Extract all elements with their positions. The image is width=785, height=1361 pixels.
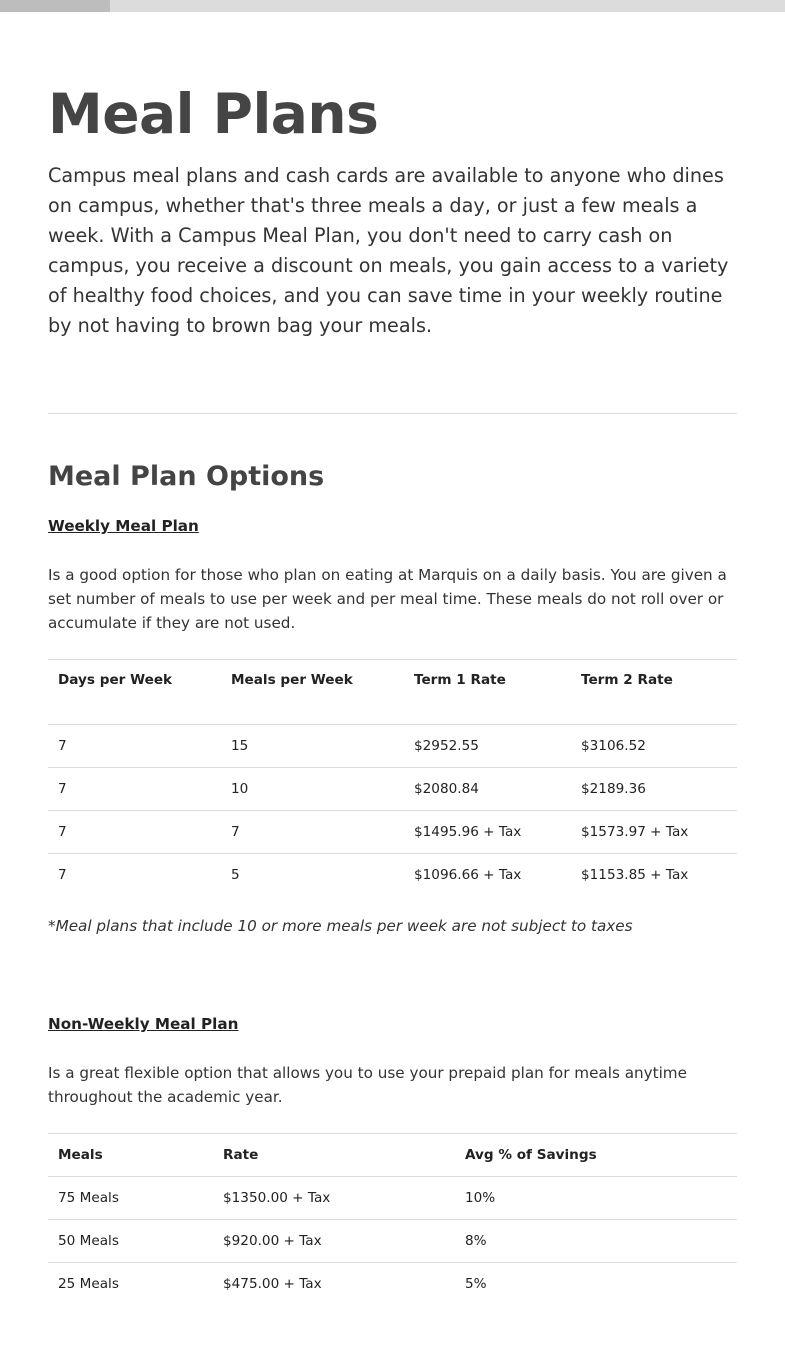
page-title: Meal Plans [48, 82, 379, 146]
section-divider [48, 413, 737, 414]
reading-progress-fill [0, 0, 110, 12]
table-cell: $3106.52 [571, 725, 737, 768]
column-header-term-1-rate: Term 1 Rate [404, 660, 571, 725]
table-cell: 7 [48, 811, 221, 854]
non-weekly-meal-plan-heading: Non-Weekly Meal Plan [48, 1015, 239, 1033]
table-cell: 10 [221, 768, 404, 811]
table-row [48, 725, 737, 768]
table-cell: 15 [221, 725, 404, 768]
table-cell: 7 [221, 811, 404, 854]
table-cell: 7 [48, 768, 221, 811]
table-row [48, 1263, 737, 1306]
table-cell: 75 Meals [48, 1177, 213, 1220]
table-row [48, 768, 737, 811]
column-header-rate: Rate [213, 1134, 455, 1177]
table-cell: $2080.84 [404, 768, 571, 811]
weekly-meal-plan-description: Is a good option for those who plan on eating at Marquis on a daily basis. You are given a set number of meals to use per week and per meal time. These meals do not roll over or accumulate if they are not used. [48, 566, 727, 632]
table-cell: $475.00 + Tax [213, 1263, 455, 1306]
column-header-term-2-rate: Term 2 Rate [571, 660, 737, 725]
column-header-meals-per-week: Meals per Week [221, 660, 404, 725]
column-header-avg-savings: Avg % of Savings [455, 1134, 737, 1177]
table-cell: $1495.96 + Tax [404, 811, 571, 854]
weekly-meal-plan-heading: Weekly Meal Plan [48, 517, 199, 535]
table-row [48, 1177, 737, 1220]
table-cell: 5 [221, 854, 404, 897]
weekly-meal-plan-table [48, 659, 737, 896]
reading-progress-bar [0, 0, 785, 12]
column-header-days-per-week: Days per Week [48, 660, 221, 725]
table-cell: $2189.36 [571, 768, 737, 811]
table-header-row [48, 660, 737, 725]
tax-footnote: *Meal plans that include 10 or more meals per week are not subject to taxes [48, 917, 633, 935]
table-cell: 8% [455, 1220, 737, 1263]
table-cell: 10% [455, 1177, 737, 1220]
table-cell: 7 [48, 854, 221, 897]
table-cell: $2952.55 [404, 725, 571, 768]
intro-paragraph: Campus meal plans and cash cards are available to anyone who dines on campus, whether that's three meals a day, or just a few meals a week. With a Campus Meal Plan, you don't need to carry cash on campus, you receive a discount on meals, you gain access to a variety of healthy food choices, and you can save time in your weekly routine by not having to brown bag your meals. [48, 164, 729, 337]
non-weekly-meal-plan-description: Is a great flexible option that allows you to use your prepaid plan for meals anytime throughout the academic year. [48, 1064, 687, 1106]
table-cell: 50 Meals [48, 1220, 213, 1263]
table-cell: $1096.66 + Tax [404, 854, 571, 897]
section-title-meal-plan-options: Meal Plan Options [48, 461, 325, 492]
table-cell: $1573.97 + Tax [571, 811, 737, 854]
table-row [48, 811, 737, 854]
table-cell: $920.00 + Tax [213, 1220, 455, 1263]
table-row [48, 1220, 737, 1263]
table-cell: $1153.85 + Tax [571, 854, 737, 897]
table-header-row [48, 1134, 737, 1177]
column-header-meals: Meals [48, 1134, 213, 1177]
table-row [48, 854, 737, 897]
table-cell: 7 [48, 725, 221, 768]
non-weekly-meal-plan-table [48, 1133, 737, 1305]
table-cell: 5% [455, 1263, 737, 1306]
table-cell: 25 Meals [48, 1263, 213, 1306]
table-cell: $1350.00 + Tax [213, 1177, 455, 1220]
